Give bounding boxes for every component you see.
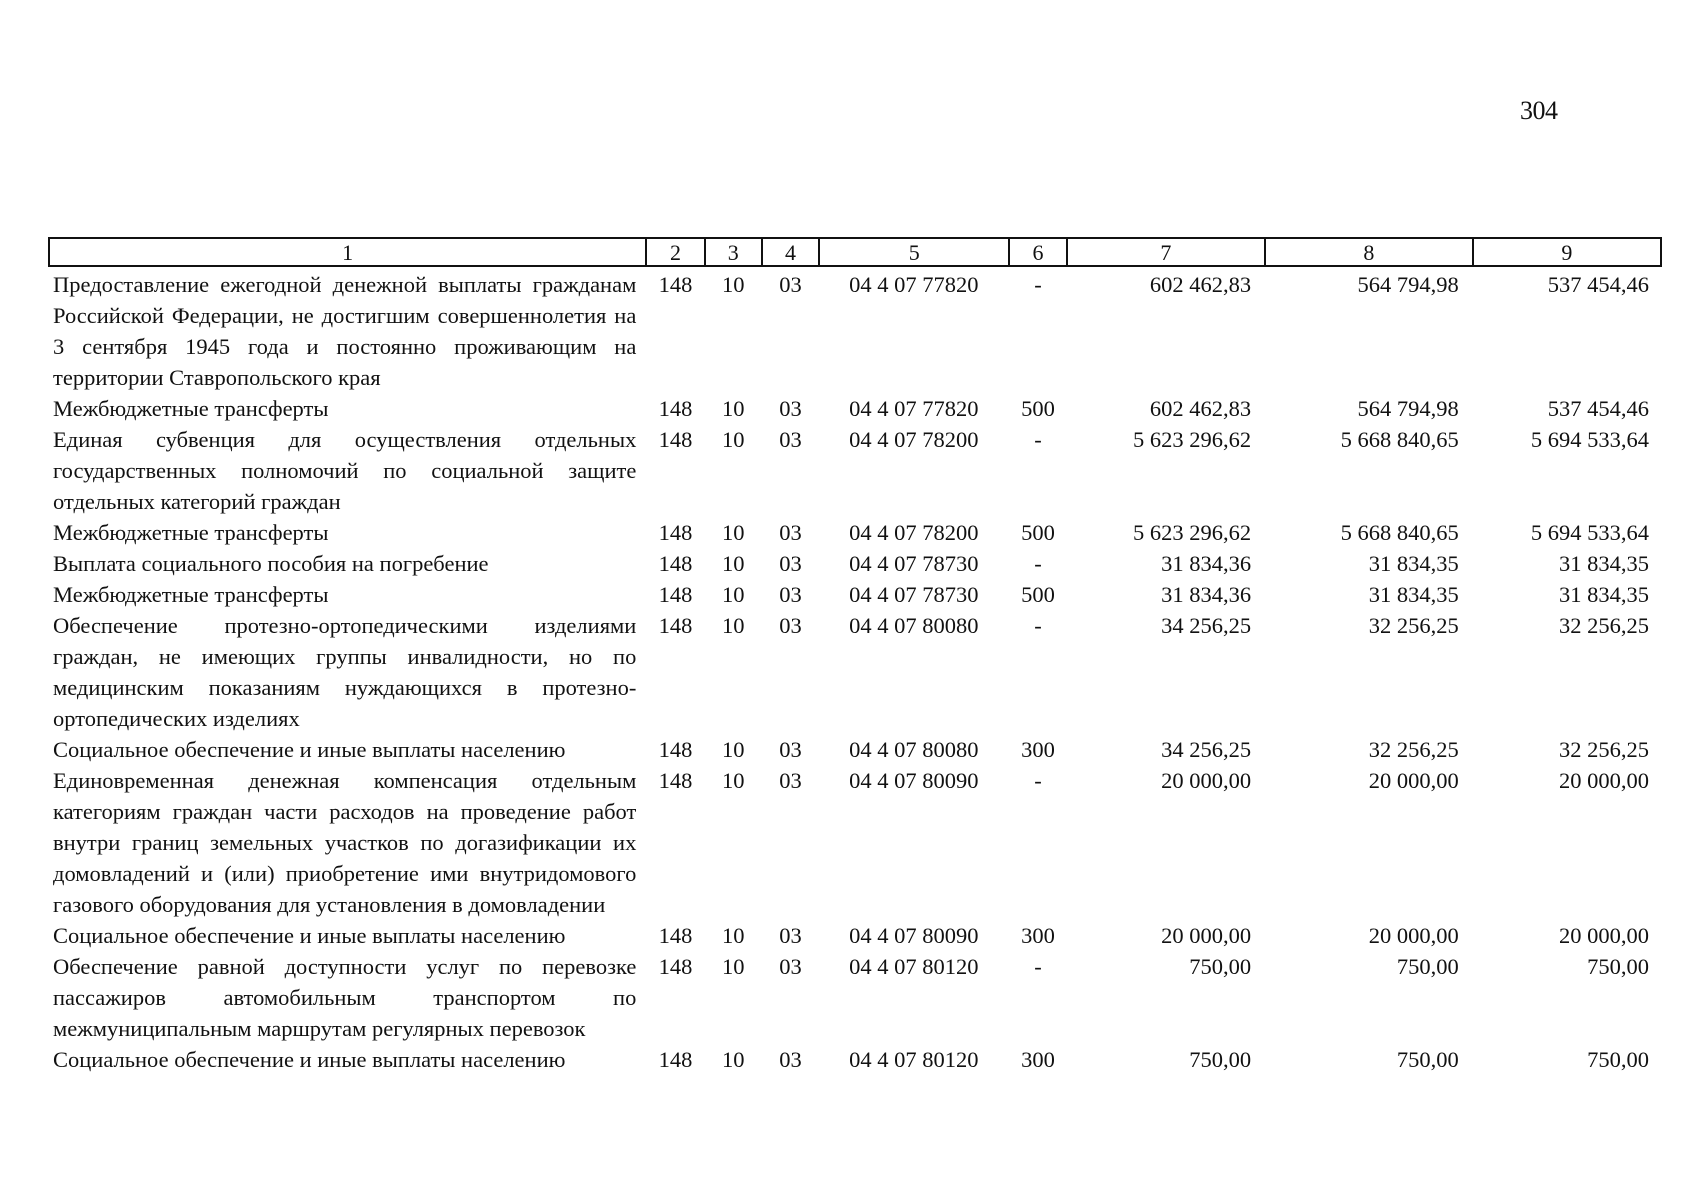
table-row <box>49 1044 1661 1075</box>
cell-col-4: 03 <box>779 954 802 979</box>
cell-col-9: 537 454,46 <box>1547 396 1649 421</box>
cell-col-8: 20 000,00 <box>1368 768 1459 793</box>
cell-col-2: 148 <box>658 272 693 297</box>
table-row <box>49 951 1661 1044</box>
cell-col-9: 32 256,25 <box>1559 737 1649 762</box>
cell-col-2: 148 <box>658 551 693 576</box>
table-row <box>49 266 1661 393</box>
cell-col-5: 04 4 07 78200 <box>849 520 979 545</box>
cell-col-9: 537 454,46 <box>1547 272 1649 297</box>
header-col-5: 5 <box>819 238 1009 266</box>
table-body <box>49 266 1661 1075</box>
cell-col-7: 31 834,36 <box>1161 582 1252 607</box>
cell-col-6: 500 <box>1021 582 1055 607</box>
row-name: Единовременная денежная компенсация отдельным категориям граждан части расходов на проведение работ внутри границ земельных участков по догазификации их домовладений и (или) приобретение ими внутридомового газового оборудования для установления в домовладении <box>53 768 637 917</box>
cell-col-7: 5 623 296,62 <box>1132 520 1252 545</box>
cell-col-5: 04 4 07 77820 <box>849 272 979 297</box>
cell-col-3: 10 <box>722 737 745 762</box>
cell-col-5: 04 4 07 80120 <box>849 954 979 979</box>
cell-col-7: 5 623 296,62 <box>1132 427 1252 452</box>
row-name: Предоставление ежегодной денежной выплаты гражданам Российской Федерации, не достигшим совершеннолетия на 3 сентября 1945 года и постоянно проживающим на территории Ставропольского края <box>53 272 637 390</box>
cell-col-4: 03 <box>779 737 802 762</box>
cell-col-5: 04 4 07 80120 <box>849 1047 979 1072</box>
cell-col-8: 20 000,00 <box>1368 923 1459 948</box>
cell-col-2: 148 <box>658 582 693 607</box>
cell-col-9: 750,00 <box>1587 1047 1649 1072</box>
cell-col-9: 750,00 <box>1587 954 1649 979</box>
table-header <box>49 238 1661 266</box>
cell-col-9: 5 694 533,64 <box>1530 427 1649 452</box>
cell-col-5: 04 4 07 78730 <box>849 582 979 607</box>
cell-col-8: 5 668 840,65 <box>1340 520 1459 545</box>
table-row <box>49 920 1661 951</box>
cell-col-3: 10 <box>722 954 745 979</box>
cell-col-5: 04 4 07 80080 <box>849 737 979 762</box>
header-col-1: 1 <box>49 238 646 266</box>
table-row <box>49 424 1661 517</box>
cell-col-7: 602 462,83 <box>1149 396 1252 421</box>
cell-col-6: 500 <box>1021 396 1055 421</box>
row-name: Единая субвенция для осуществления отдельных государственных полномочий по социальной защите отдельных категорий граждан <box>53 427 637 514</box>
table-row <box>49 765 1661 920</box>
cell-col-9: 20 000,00 <box>1559 923 1649 948</box>
cell-col-7: 31 834,36 <box>1161 551 1252 576</box>
cell-col-8: 31 834,35 <box>1368 551 1459 576</box>
header-col-2: 2 <box>646 238 704 266</box>
cell-col-4: 03 <box>779 272 802 297</box>
table-row <box>49 517 1661 548</box>
cell-col-2: 148 <box>658 613 693 638</box>
row-name: Обеспечение равной доступности услуг по перевозке пассажиров автомобильным транспортом по межмуниципальным маршрутам регулярных перевозок <box>53 954 637 1041</box>
cell-col-3: 10 <box>722 272 745 297</box>
cell-col-5: 04 4 07 77820 <box>849 396 979 421</box>
cell-col-8: 32 256,25 <box>1368 737 1459 762</box>
row-name: Межбюджетные трансферты <box>53 396 329 421</box>
cell-col-8: 564 794,98 <box>1357 396 1459 421</box>
cell-col-9: 31 834,35 <box>1559 582 1649 607</box>
cell-col-4: 03 <box>779 520 802 545</box>
cell-col-2: 148 <box>658 768 693 793</box>
cell-col-6: - <box>1034 427 1042 452</box>
cell-col-2: 148 <box>658 923 693 948</box>
row-name: Выплата социального пособия на погребение <box>53 551 489 576</box>
cell-col-8: 31 834,35 <box>1368 582 1459 607</box>
cell-col-2: 148 <box>658 954 693 979</box>
header-row <box>49 238 1661 266</box>
cell-col-3: 10 <box>722 768 745 793</box>
cell-col-5: 04 4 07 80090 <box>849 768 979 793</box>
cell-col-3: 10 <box>722 520 745 545</box>
cell-col-8: 5 668 840,65 <box>1340 427 1459 452</box>
cell-col-2: 148 <box>658 520 693 545</box>
cell-col-3: 10 <box>722 1047 745 1072</box>
cell-col-9: 20 000,00 <box>1559 768 1649 793</box>
row-name: Социальное обеспечение и иные выплаты населению <box>53 737 566 762</box>
cell-col-6: - <box>1034 613 1042 638</box>
table-row <box>49 610 1661 734</box>
cell-col-4: 03 <box>779 551 802 576</box>
cell-col-4: 03 <box>779 1047 802 1072</box>
cell-col-8: 750,00 <box>1396 954 1459 979</box>
cell-col-4: 03 <box>779 768 802 793</box>
row-name: Обеспечение протезно-ортопедическими изделиями граждан, не имеющих группы инвалидности, но по медицинским показаниям нуждающихся в протезно-ортопедических изделиях <box>53 613 637 731</box>
cell-col-4: 03 <box>779 613 802 638</box>
cell-col-5: 04 4 07 80090 <box>849 923 979 948</box>
cell-col-6: 300 <box>1021 1047 1055 1072</box>
cell-col-7: 20 000,00 <box>1161 923 1252 948</box>
header-col-4: 4 <box>762 238 819 266</box>
cell-col-5: 04 4 07 80080 <box>849 613 979 638</box>
cell-col-3: 10 <box>722 923 745 948</box>
cell-col-6: 500 <box>1021 520 1055 545</box>
cell-col-9: 31 834,35 <box>1559 551 1649 576</box>
budget-table <box>48 237 1662 1075</box>
row-name: Социальное обеспечение и иные выплаты населению <box>53 1047 566 1072</box>
header-col-6: 6 <box>1009 238 1066 266</box>
cell-col-6: 300 <box>1021 737 1055 762</box>
header-col-8: 8 <box>1265 238 1473 266</box>
cell-col-2: 148 <box>658 737 693 762</box>
header-col-9: 9 <box>1473 238 1661 266</box>
cell-col-3: 10 <box>722 613 745 638</box>
cell-col-6: - <box>1034 954 1042 979</box>
header-col-3: 3 <box>705 238 762 266</box>
cell-col-6: - <box>1034 272 1042 297</box>
cell-col-7: 20 000,00 <box>1161 768 1252 793</box>
cell-col-2: 148 <box>658 1047 693 1072</box>
row-name: Социальное обеспечение и иные выплаты населению <box>53 923 566 948</box>
cell-col-9: 32 256,25 <box>1559 613 1649 638</box>
cell-col-3: 10 <box>722 582 745 607</box>
cell-col-4: 03 <box>779 582 802 607</box>
cell-col-5: 04 4 07 78730 <box>849 551 979 576</box>
cell-col-3: 10 <box>722 427 745 452</box>
cell-col-8: 564 794,98 <box>1357 272 1459 297</box>
cell-col-4: 03 <box>779 396 802 421</box>
cell-col-7: 34 256,25 <box>1161 737 1252 762</box>
table-row <box>49 548 1661 579</box>
cell-col-9: 5 694 533,64 <box>1530 520 1649 545</box>
cell-col-7: 750,00 <box>1189 954 1252 979</box>
table-row <box>49 579 1661 610</box>
row-name: Межбюджетные трансферты <box>53 520 329 545</box>
cell-col-4: 03 <box>779 923 802 948</box>
cell-col-7: 34 256,25 <box>1161 613 1252 638</box>
cell-col-4: 03 <box>779 427 802 452</box>
cell-col-3: 10 <box>722 551 745 576</box>
cell-col-8: 750,00 <box>1396 1047 1459 1072</box>
cell-col-8: 32 256,25 <box>1368 613 1459 638</box>
cell-col-7: 750,00 <box>1189 1047 1252 1072</box>
table-row <box>49 393 1661 424</box>
cell-col-2: 148 <box>658 427 693 452</box>
cell-col-5: 04 4 07 78200 <box>849 427 979 452</box>
cell-col-7: 602 462,83 <box>1149 272 1252 297</box>
table-row <box>49 734 1661 765</box>
cell-col-2: 148 <box>658 396 693 421</box>
header-col-7: 7 <box>1067 238 1265 266</box>
cell-col-6: 300 <box>1021 923 1055 948</box>
page-number: 304 <box>1520 96 1558 125</box>
cell-col-6: - <box>1034 768 1042 793</box>
cell-col-3: 10 <box>722 396 745 421</box>
row-name: Межбюджетные трансферты <box>53 582 329 607</box>
cell-col-6: - <box>1034 551 1042 576</box>
